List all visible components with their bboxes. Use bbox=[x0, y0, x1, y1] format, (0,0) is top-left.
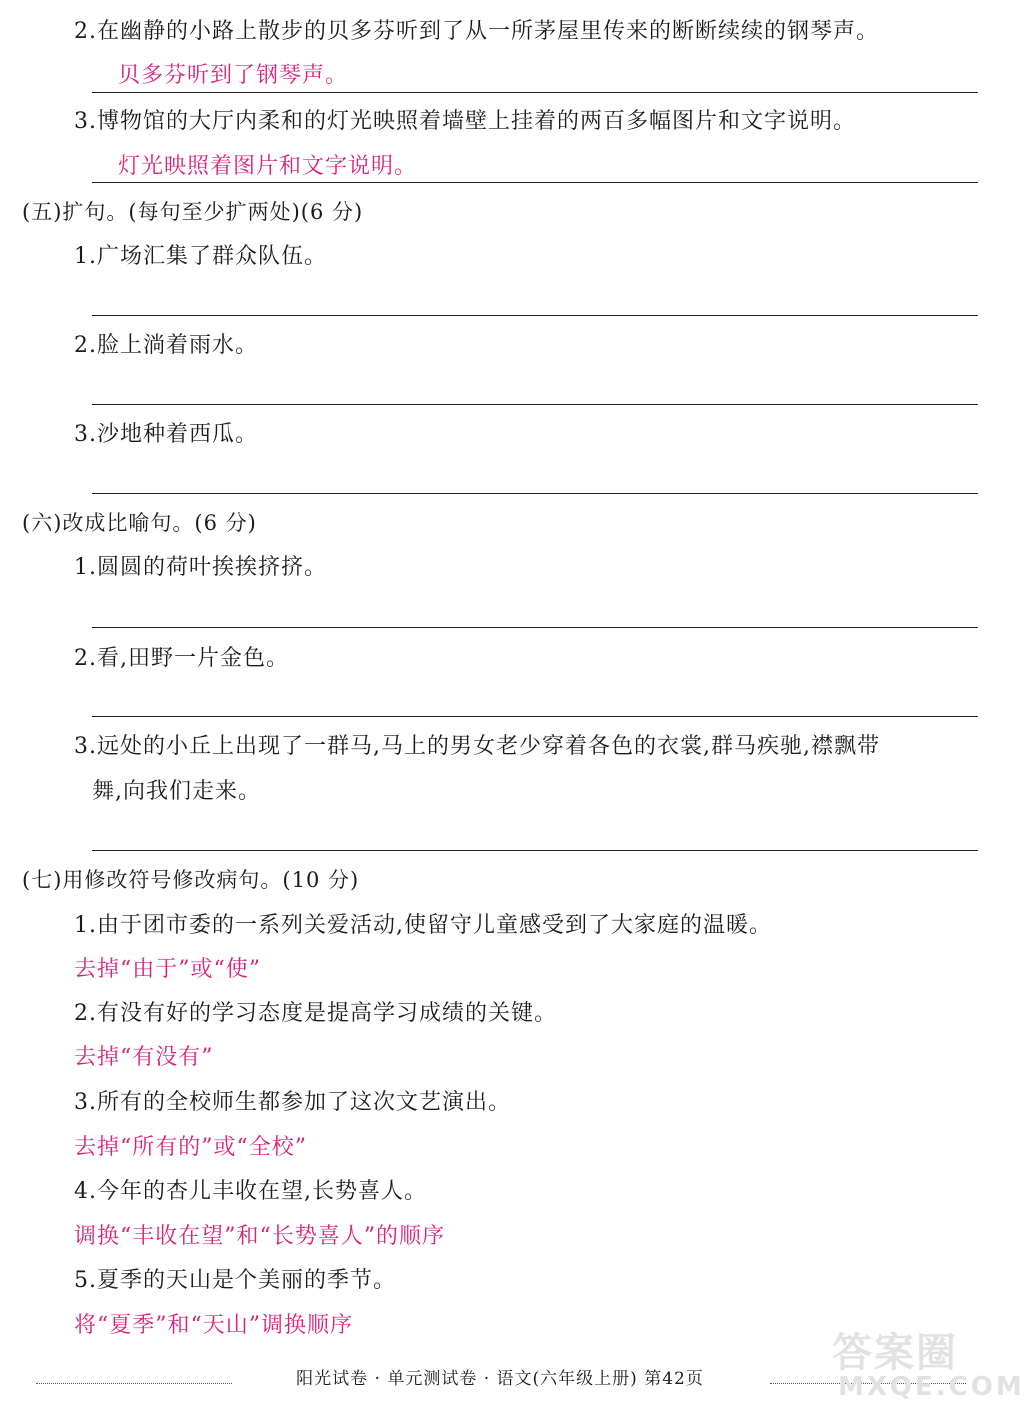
s6-question-1: 1.圆圆的荷叶挨挨挤挤。 bbox=[74, 555, 327, 580]
s7-answer-5: 将“夏季”和“天山”调换顺序 bbox=[74, 1313, 353, 1338]
s7-question-3: 3.所有的全校师生都参加了这次文艺演出。 bbox=[74, 1090, 511, 1115]
section-5-heading: (五)扩句。(每句至少扩两处)(6 分) bbox=[22, 200, 364, 224]
answer-line bbox=[92, 315, 978, 316]
answer-2: 贝多芬听到了钢琴声。 bbox=[118, 63, 349, 88]
section-7-heading: (七)用修改符号修改病句。(10 分) bbox=[22, 868, 360, 892]
answer-line bbox=[92, 493, 978, 494]
answer-3: 灯光映照着图片和文字说明。 bbox=[118, 154, 418, 179]
question-3-text: 3.博物馆的大厅内柔和的灯光映照着墙壁上挂着的两百多幅图片和文字说明。 bbox=[74, 109, 856, 134]
s7-question-2: 2.有没有好的学习态度是提高学习成绩的关键。 bbox=[74, 1001, 557, 1026]
s7-question-4: 4.今年的杏儿丰收在望,长势喜人。 bbox=[74, 1179, 427, 1204]
s7-answer-1: 去掉“由于”或“使” bbox=[74, 957, 261, 982]
s5-question-2: 2.脸上淌着雨水。 bbox=[74, 333, 258, 358]
answer-line bbox=[92, 92, 978, 93]
answer-line bbox=[92, 182, 978, 183]
watermark-domain: MXQE.COM bbox=[838, 1372, 1025, 1402]
page-footer: 阳光试卷 · 单元测试卷 · 语文(六年级上册) 第42页 bbox=[296, 1369, 704, 1389]
s5-question-3: 3.沙地种着西瓜。 bbox=[74, 422, 258, 447]
s7-answer-4: 调换“丰收在望”和“长势喜人”的顺序 bbox=[74, 1224, 445, 1249]
answer-line bbox=[92, 850, 978, 851]
s7-question-1: 1.由于团市委的一系列关爱活动,使留守儿童感受到了大家庭的温暖。 bbox=[74, 913, 772, 938]
s7-answer-3: 去掉“所有的”或“全校” bbox=[74, 1135, 307, 1160]
question-2-text: 2.在幽静的小路上散步的贝多芬听到了从一所茅屋里传来的断断续续的钢琴声。 bbox=[74, 19, 879, 44]
s7-answer-2: 去掉“有没有” bbox=[74, 1045, 214, 1070]
s6-question-3-line1: 3.远处的小丘上出现了一群马,马上的男女老少穿着各色的衣裳,群马疾驰,襟飘带 bbox=[74, 734, 880, 759]
s6-question-2: 2.看,田野一片金色。 bbox=[74, 646, 289, 671]
answer-line bbox=[92, 404, 978, 405]
answer-line bbox=[92, 716, 978, 717]
watermark-text: 答案圈 bbox=[832, 1330, 958, 1376]
s7-question-5: 5.夏季的天山是个美丽的季节。 bbox=[74, 1268, 396, 1293]
s5-question-1: 1.广场汇集了群众队伍。 bbox=[74, 244, 327, 269]
s6-question-3-line2: 舞,向我们走来。 bbox=[92, 779, 261, 804]
section-6-heading: (六)改成比喻句。(6 分) bbox=[22, 511, 257, 535]
answer-line bbox=[92, 627, 978, 628]
